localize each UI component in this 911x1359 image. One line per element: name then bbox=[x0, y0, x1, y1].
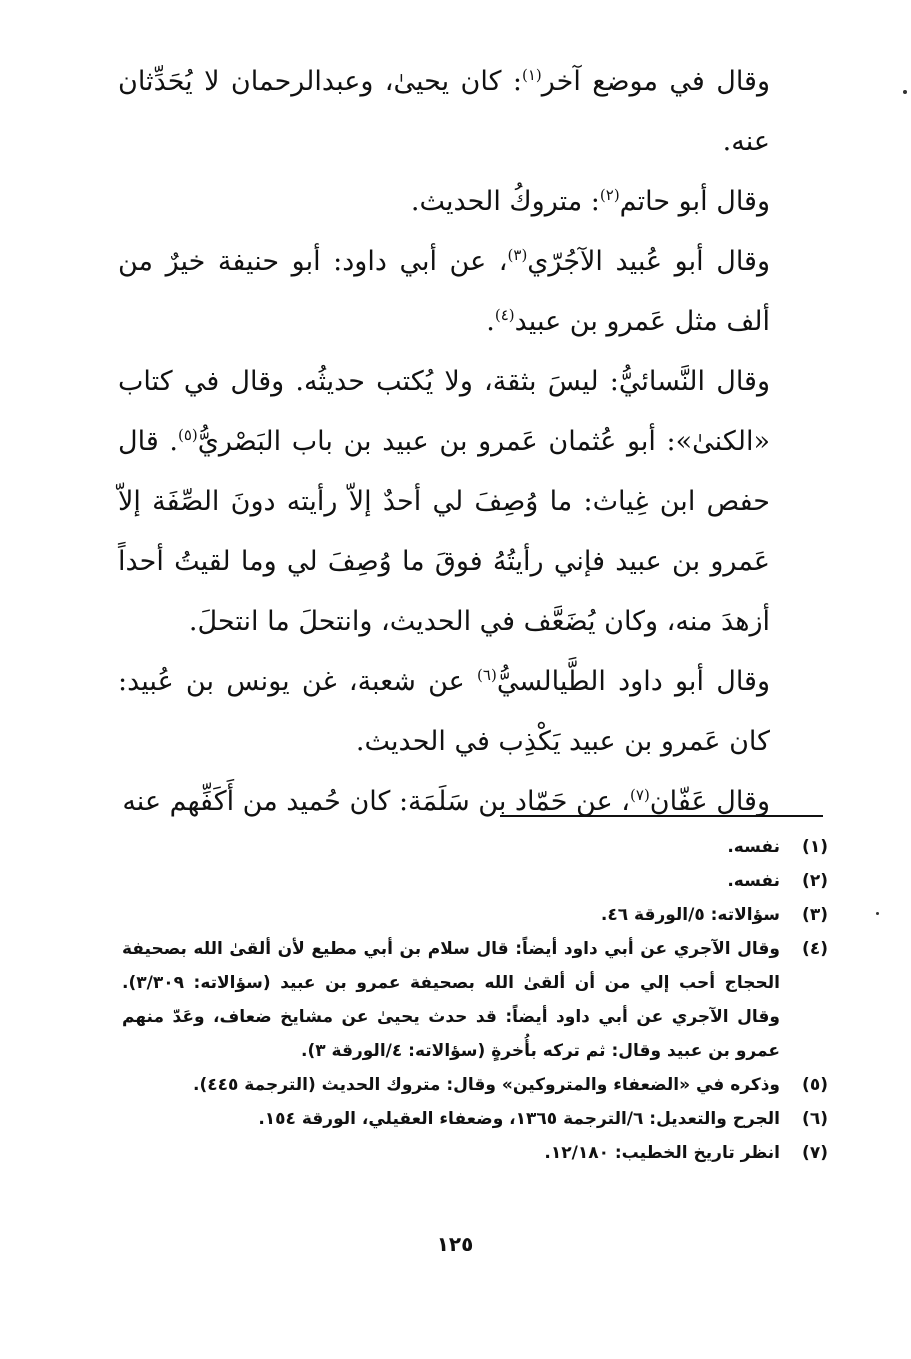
paragraph-3-text-c: . bbox=[486, 306, 495, 337]
paragraph-6 bbox=[118, 772, 828, 832]
footnote-number: (٥) bbox=[802, 1075, 828, 1095]
footnote-ref-2: (٢) bbox=[599, 186, 620, 204]
paragraph-1 bbox=[118, 52, 828, 172]
footnote-text: سؤالاته: ٥/الورقة ٤٦. bbox=[600, 905, 780, 925]
paragraph-2 bbox=[118, 172, 828, 232]
footnote-ref-7: (٧) bbox=[630, 786, 650, 804]
footnote-number: (٢) bbox=[802, 871, 828, 891]
footnote-7 bbox=[122, 1136, 828, 1170]
footnote-text: نفسه. bbox=[727, 837, 780, 857]
paragraph-5-text-b: عن شعبة، غن يونس بن عُبيد: كان عَمرو بن عبيد يَكْذِب في الحديث. bbox=[118, 666, 770, 757]
footnote-text: وقال الآجري عن أبي داود أيضاً: قال سلام بن أبي مطيع لأن ألقىٰ الله بصحيفة الحجاج أحب إلي من أن ألقىٰ الله بصحيفة عمرو بن عبيد (سؤالاته: ٣/٣٠٩). وقال الآجري عن أبي داود أيضاً: قد حدث يحيىٰ عن مشايخ ضعاف، وعَدّ منهم عمرو بن عبيد وقال: ثم تركه بأُخرةٍ (سؤالاته: ٤/الورقة ٣). bbox=[122, 939, 780, 1061]
paragraph-3-text-a: وقال أبو عُبيد الآجُرّي bbox=[527, 246, 771, 277]
footnote-ref-3: (٣) bbox=[507, 246, 528, 264]
main-text bbox=[118, 52, 828, 832]
paragraph-4 bbox=[118, 352, 828, 652]
footnote-separator-rule bbox=[500, 815, 823, 817]
footnote-ref-4: (٤) bbox=[494, 306, 515, 324]
footnote-text: الجرح والتعديل: ٦/الترجمة ١٣٦٥، وضعفاء العقيلي، الورقة ١٥٤. bbox=[258, 1109, 780, 1129]
paragraph-2-text-b: : متروكُ الحديث. bbox=[410, 186, 600, 217]
footnote-text: نفسه. bbox=[727, 871, 780, 891]
page-number: ١٢٥ bbox=[436, 1232, 474, 1256]
paragraph-4-text-b: . قال حفص ابن غِياث: ما وُصِفَ لي أحدٌ إلاّ رأيته دونَ الصِّفَة إلاّ عَمرو بن عبيد فإني رأيتُهُ فوقَ ما وُصِفَ لي وما لقيتُ أحداً أزهدَ منه، وكان يُضَعَّف في الحديث، وانتحلَ ما انتحلَ. bbox=[118, 426, 770, 637]
paragraph-3 bbox=[118, 232, 828, 352]
footnote-number: (٧) bbox=[802, 1143, 828, 1163]
footnote-ref-6: (٦) bbox=[477, 666, 497, 684]
footnote-ref-1: (١) bbox=[521, 66, 542, 84]
paragraph-4-text-a: وقال النَّسائيُّ: ليسَ بثقة، ولا يُكتب حديثُه. وقال في كتاب «الكنىٰ»: أبو عُثمان عَمرو بن عبيد بن باب البَصْريُّ bbox=[118, 366, 771, 457]
footnote-number: (٦) bbox=[802, 1109, 828, 1129]
paragraph-2-text-a: وقال أبو حاتم bbox=[619, 186, 770, 217]
footnote-text: وذكره في «الضعفاء والمتروكين» وقال: متروك الحديث (الترجمة ٤٤٥). bbox=[193, 1075, 780, 1095]
scan-speck bbox=[876, 912, 879, 915]
footnotes bbox=[122, 830, 828, 1170]
footnote-5 bbox=[122, 1068, 828, 1102]
scan-speck bbox=[903, 90, 907, 94]
paragraph-1-text-b: : كان يحيىٰ، وعبدالرحمان لا يُحَدِّثان عنه. bbox=[118, 66, 770, 157]
footnote-ref-5: (٥) bbox=[177, 426, 198, 444]
footnote-3 bbox=[122, 898, 828, 932]
footnote-2 bbox=[122, 864, 828, 898]
footnote-6 bbox=[122, 1102, 828, 1136]
footnote-4 bbox=[122, 932, 828, 1068]
footnote-number: (١) bbox=[802, 837, 828, 857]
paragraph-6-text-a: وقال عَفّان bbox=[649, 786, 770, 817]
paragraph-5 bbox=[118, 652, 828, 772]
footnote-1 bbox=[122, 830, 828, 864]
footnote-number: (٣) bbox=[802, 905, 828, 925]
paragraph-5-text-a: وقال أبو داود الطَّيالسيُّ bbox=[496, 666, 770, 697]
footnote-number: (٤) bbox=[802, 939, 828, 959]
footnote-text: انظر تاريخ الخطيب: ١٢/١٨٠. bbox=[544, 1143, 780, 1163]
paragraph-3-text-b: ، عن أبي داود: أبو حنيفة خيرٌ من ألف مثل عَمرو بن عبيد bbox=[118, 246, 770, 337]
paragraph-1-text-a: وقال في موضع آخر bbox=[541, 66, 770, 97]
paragraph-6-text-b: ، عن حَمّاد بن سَلَمَة: كان حُميد من أَكَفِّهم عنه bbox=[122, 786, 631, 817]
